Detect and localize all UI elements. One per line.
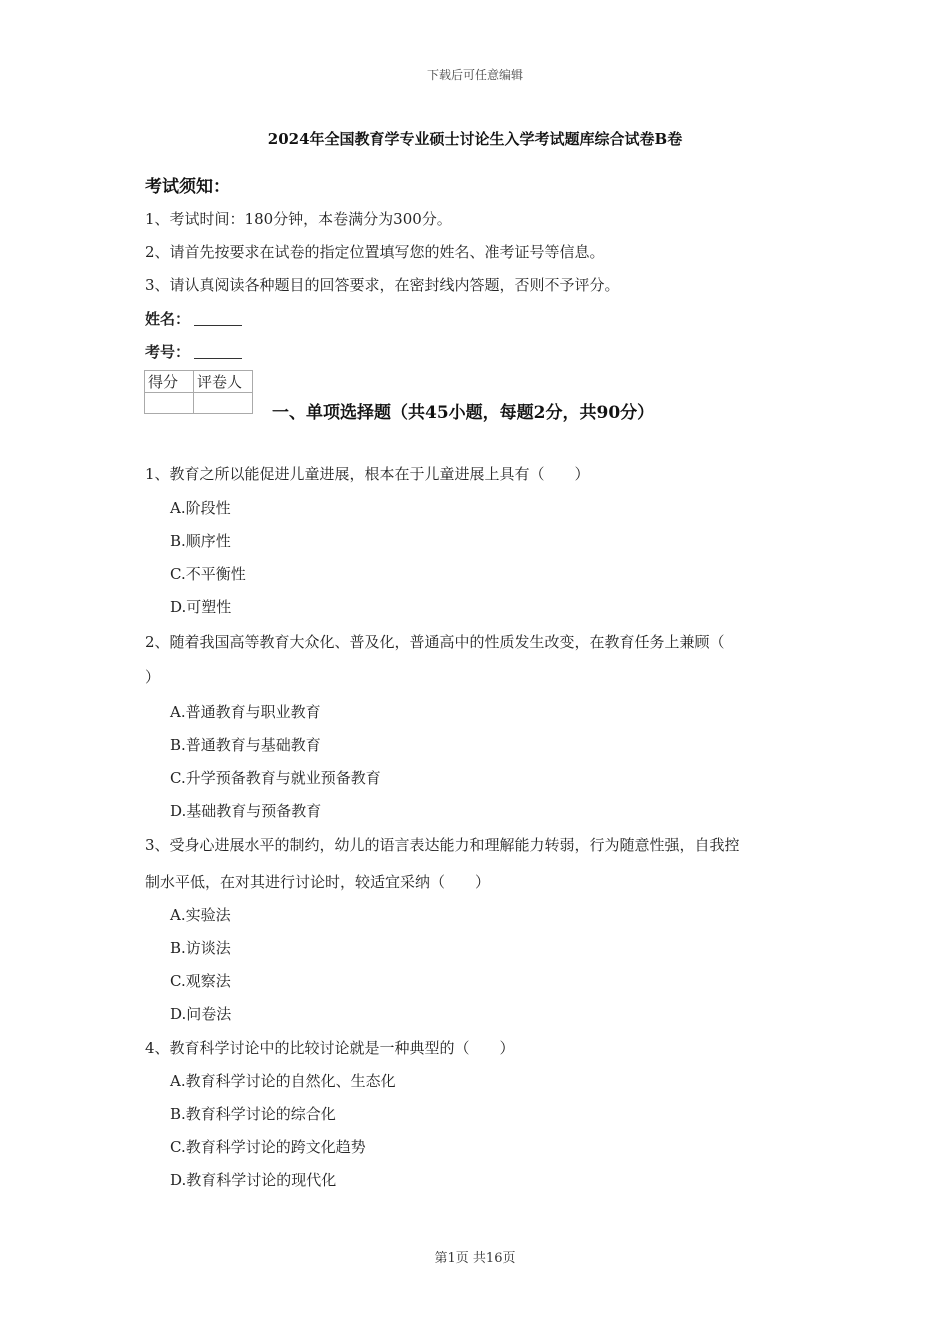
option-3a[interactable]: A.实验法	[170, 906, 231, 924]
option-3c[interactable]: C.观察法	[170, 972, 231, 990]
notice-item: 2、请首先按要求在试卷的指定位置填写您的姓名、准考证号等信息。	[145, 243, 605, 261]
option-4d[interactable]: D.教育科学讨论的现代化	[170, 1171, 337, 1189]
document-title: 2024年全国教育学专业硕士讨论生入学考试题库综合试卷B卷	[267, 130, 683, 148]
name-blank[interactable]	[194, 311, 242, 326]
notice-title: 考试须知：	[145, 177, 230, 197]
question-2-line1: 2、随着我国高等教育大众化、普及化，普通高中的性质发生改变，在教育任务上兼顾（	[145, 633, 725, 651]
question-2-line2: ）	[145, 668, 161, 686]
page-footer: 第1页 共16页	[434, 1251, 516, 1266]
notice-item: 1、考试时间：180分钟，本卷满分为300分。	[145, 210, 452, 228]
notice-item: 3、请认真阅读各种题目的回答要求，在密封线内答题，否则不予评分。	[145, 276, 620, 294]
id-field	[145, 341, 242, 362]
option-1d[interactable]: D.可塑性	[170, 598, 232, 616]
score-header: 得分	[145, 371, 194, 393]
option-1c[interactable]: C.不平衡性	[170, 565, 246, 583]
option-3b[interactable]: B.访谈法	[170, 939, 231, 957]
name-label: 姓名：	[145, 310, 191, 328]
question-1: 1、教育之所以能促进儿童进展，根本在于儿童进展上具有（ ）	[145, 465, 590, 483]
question-4: 4、教育科学讨论中的比较讨论就是一种典型的（ ）	[145, 1039, 515, 1057]
id-blank[interactable]	[194, 344, 242, 359]
option-2a[interactable]: A.普通教育与职业教育	[170, 703, 321, 721]
header-note: 下载后可任意编辑	[426, 68, 523, 82]
option-1b[interactable]: B.顺序性	[170, 532, 231, 550]
score-cell[interactable]	[145, 393, 194, 414]
id-label: 考号：	[145, 343, 191, 361]
grader-cell[interactable]	[194, 393, 253, 414]
question-3-line2: 制水平低，在对其进行讨论时，较适宜采纳（ ）	[145, 873, 491, 891]
option-1a[interactable]: A.阶段性	[170, 499, 231, 517]
option-2d[interactable]: D.基础教育与预备教育	[170, 802, 322, 820]
name-field	[145, 308, 242, 329]
option-2c[interactable]: C.升学预备教育与就业预备教育	[170, 769, 381, 787]
option-4b[interactable]: B.教育科学讨论的综合化	[170, 1105, 336, 1123]
option-4c[interactable]: C.教育科学讨论的跨文化趋势	[170, 1138, 366, 1156]
score-table	[144, 370, 253, 414]
option-2b[interactable]: B.普通教育与基础教育	[170, 736, 321, 754]
option-4a[interactable]: A.教育科学讨论的自然化、生态化	[170, 1072, 396, 1090]
grader-header: 评卷人	[194, 371, 253, 393]
question-3-line1: 3、受身心进展水平的制约，幼儿的语言表达能力和理解能力转弱，行为随意性强，自我控	[145, 836, 740, 854]
option-3d[interactable]: D.问卷法	[170, 1005, 232, 1023]
section-title: 一、单项选择题（共45小题，每题2分，共90分）	[272, 403, 655, 423]
